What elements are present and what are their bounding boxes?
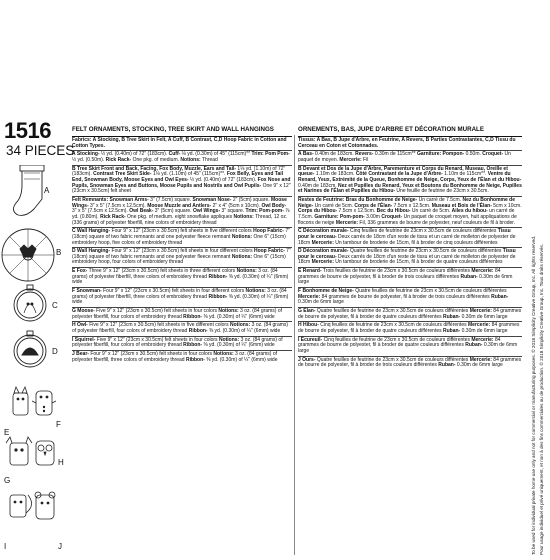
stocking-illustration [13, 165, 44, 215]
fr-entry-text: 84 grammes de bourre de polyester, fil à broder de trois couleurs différentes [298, 268, 501, 280]
en-entry-text: 3" (7.5cm) square. [148, 196, 193, 203]
fr-entry-label: Bec du Hibou- [376, 208, 411, 215]
fr-entry-label: B Devant et Dos de la Jupe d'Arbre, Parementure et Corps du Renard, Museau, Oreille et queue- [298, 165, 508, 178]
en-entry-text: 3 oz. (84 grams) of polyester fiberfill, four colors of embroidery thread [72, 308, 283, 320]
fr-entry [298, 196, 522, 227]
en-entry-text: One 9" x 12" (23cm x 30.5cm) felt sheet [72, 182, 291, 195]
fr-entry-label: Corps du Hibou- [298, 208, 338, 215]
heading-french: ORNEMENTS, BAS, JUPE D'ARBRE ET DÉCORATION MURALE [298, 126, 484, 133]
fr-entry-label: C Décoration murale- [298, 228, 349, 235]
en-entry-text: 3" x 5" (7.5cm x 12.5cm). [72, 208, 130, 215]
thumb-label-e: E [4, 428, 10, 437]
fr-entry-text: 84 grammes de bourre de polyester, fil à broder de quatre couleurs différentes [298, 308, 522, 320]
pattern-number: 1516 [4, 118, 51, 143]
fr-entry-label: Restes de Feutrine: Bras du Bonhomme de Neige- [298, 196, 418, 203]
en-entry-text: 3" x 5" (7.5cm x 12.5cm). [88, 202, 148, 209]
en-entry-label: J Bear- [72, 351, 89, 357]
fr-entry-text: 5cm x 10cm. [491, 202, 522, 209]
fr-entry-text: 84 grammes de bourre de polyester, fil à broder de trois couleurs différentes [298, 356, 522, 369]
owl-ornament-illustration [36, 441, 54, 465]
fr-entry-text: 0.50m. [464, 151, 483, 158]
fr-entry-label: Mercerie: [468, 322, 491, 329]
en-entry-label: G Moose- [72, 308, 95, 315]
fr-entry [298, 267, 522, 287]
fr-entry [298, 150, 522, 164]
fr-entry-label: Mercerie: [471, 336, 494, 343]
fr-entry-label: G Élan- [298, 308, 316, 315]
en-entry-text: 3 oz. (84 grams) of polyester fiberfill, four colors of embroidery thread [72, 322, 289, 335]
fr-entry [298, 287, 522, 307]
fr-entry-text: Un paquet de moyen. [298, 151, 511, 163]
en-entry-label: Snowman Nose- [192, 196, 232, 203]
moose-ornament-illustration [6, 437, 32, 465]
en-entry-label: B Tree Skirt Front and Back, Facing, Fox Body, Muzzle, Ears and Tail- [72, 165, 237, 172]
fr-entry-text: 0.30m de 6mm large [460, 313, 508, 320]
en-entry-text: Three 9" x 12" (23cm x 30.5cm) felt sheets in three different colors [87, 268, 237, 275]
en-entry-label: Notions: [218, 308, 239, 315]
en-entry-label: Ribbon- [188, 328, 208, 335]
fr-entry-text: Quatre feuilles de feutrine de 23cm x 30.5cm de couleurs différentes [348, 248, 503, 255]
en-entry-label: C Wall Hanging- [72, 228, 111, 235]
fr-entry [298, 247, 522, 267]
fr-entry-label: Côté Contrastant de la Jupe d'Arbre- [355, 171, 443, 178]
fr-entry-label: Croquet- [482, 151, 504, 158]
en-entry-text: Four 9" x 12" (23cm x 30.5cm) felt sheets in four different colors [101, 288, 246, 295]
thumb-label-f: F [56, 420, 61, 429]
fr-entry-text: 84 grammes de bourre de polyester, fil à broder de trois couleurs différentes [320, 293, 492, 300]
fr-entry-label: Ruban- [491, 293, 509, 300]
fr-entry-label: Mercerie: [311, 259, 334, 266]
fr-entry-text: Quatre feuilles de feutrine de 23cm x 30.5cm de couleurs différentes [315, 308, 470, 315]
en-entry [72, 350, 292, 364]
en-entry-label: Fabrics: A Stocking, B Tree Skirt in Felt, A Cuff, B Contrast, C,D Hoop Fabric in Cotton and Cotton Types. [72, 137, 287, 149]
materials-french [298, 136, 522, 370]
fr-entry-text: 0.40m de 183cm. [313, 151, 356, 158]
fr-entry-text: Un paquet de croquet moyen, huit appliquations de flocons de neige [298, 213, 517, 226]
en-entry-label: A Stocking- [72, 151, 100, 158]
en-entry-label: Hoop Fabric- [253, 228, 284, 235]
fr-entry-label: Mercerie: [471, 268, 494, 275]
en-entry-label: Rick Rack- [105, 156, 132, 163]
en-entry-label: Notions: [245, 288, 266, 295]
hoop-c-illustration [14, 285, 46, 321]
en-entry-label: H Owl- [72, 322, 88, 329]
en-entry [72, 136, 292, 150]
en-entry-label: Contrast Tree Skirt Side- [93, 171, 152, 178]
en-entry-label: Notions: [231, 253, 253, 260]
fr-entry-label: Museau et Bois de l'Élan- [431, 202, 492, 209]
en-entry-text: One 6" (15cm) embroidery hoop, five colors of embroidery thread [72, 233, 286, 246]
en-entry-label: F Snowman- [72, 288, 102, 295]
fr-entry-text: Trois feuilles de feutrine de 23cm x 30.5cm de couleurs différentes [321, 268, 472, 275]
en-entry [72, 150, 292, 164]
materials-english [72, 136, 292, 364]
pieces-count: 34 PIECES [6, 143, 75, 158]
squirrel-ornament-illustration [10, 495, 32, 517]
en-entry-label: Ribbon- [185, 356, 205, 363]
en-entry [72, 165, 292, 196]
fr-entry-text: 1.10m de 115cm**. [442, 171, 488, 178]
hoop-d-illustration [14, 331, 46, 367]
fr-entry-text: 1.10m de 183cm. [314, 171, 356, 178]
fr-entry-label: Ventre du Renard, Yeux, Extrémité de la Queue, Bonhomme de Neige, Corps, Yeux de l'Élan et du Hibou- [298, 171, 522, 183]
en-entry-text: ⅜ yd. (0.30m) of ¼" (6mm) wide [72, 273, 289, 286]
fr-entry-label: Corps de l'Élan- [354, 202, 393, 209]
fr-entry-label: Garniture: Pompon- [416, 151, 465, 158]
fr-entry-label: J Ours- [298, 356, 316, 363]
en-entry [72, 227, 292, 247]
en-entry-text: ½ yd. (0.40m) of 72" (183cm). [188, 176, 258, 183]
en-entry-text: Five 9" x 12" (23cm x 30.5cm) felt sheets in five different colors [87, 322, 230, 329]
fr-entry-text: Cinq feuilles de feutrine de 23cm x 30.5cm de couleurs différentes [348, 228, 498, 235]
fr-entry-text: Un carré de 5cm. [313, 202, 355, 209]
vertical-copyright-notes [525, 170, 549, 555]
en-entry [72, 307, 292, 321]
en-entry-text: 3 oz. (84 grams) of polyester fiberfill, four colors of embroidery thread [72, 336, 283, 349]
fr-entry-label: Croquet- [381, 213, 403, 220]
en-entry [72, 287, 292, 307]
en-entry-text: 2" (5cm) square. [231, 196, 272, 203]
en-entry-text: 2" x 4" (5cm x 10cm). [211, 202, 262, 209]
thumb-label-a: A [44, 186, 50, 195]
fr-entry-text: Un tambour de broderie de 15cm, fil à broder de quatre couleurs différentes [333, 259, 503, 266]
fr-entry-label: Ruban- [443, 313, 461, 320]
en-entry-text: 1⅛ yd. (1.10m) of 45" (115cm)**. [151, 171, 227, 178]
fr-entry-label: A Bas- [298, 151, 314, 158]
fr-entry-label: Tissu pour le cerceau- [298, 248, 516, 260]
en-entry-label: Trim: Pom-pom- [245, 208, 284, 215]
fr-entry [298, 321, 522, 335]
en-entry-label: I Squirrel- [72, 336, 96, 343]
thumb-label-b: B [56, 248, 62, 257]
en-entry-text: ⅜ yd. (0.30m) of ¼" (6mm) wide [202, 313, 275, 320]
fr-entry-label: Ruban- [465, 342, 483, 349]
fr-entry [298, 356, 522, 370]
fox-ornament-illustration [13, 387, 28, 415]
en-entry [72, 247, 292, 267]
view-thumbnails [0, 165, 68, 555]
en-entry-text: Thread, 12 oz. (336 grams) of polyester fiberfill, nine colors of embroidery thread [72, 213, 288, 226]
en-entry-label: Ribbon- [183, 342, 203, 349]
en-entry-label: Fox Nose and Pupils, Snowman Eyes and Buttons, Moose Pupils and Nostrils and Owl Pupils- [72, 176, 291, 189]
copyright-english: To be used for individual private home use only and not for commercial or manufacturing purposes. © 2018 Simplicity Creative Group, Inc. All rights reserved. [531, 235, 536, 555]
en-entry-text: One pkg. of medium. [131, 156, 181, 163]
fr-entry-text: 0.30m de 115cm** [373, 151, 417, 158]
fr-entry-text: 0.30m de 6mm large [298, 342, 518, 354]
en-entry-text: One 6" (15cm) embroidery hoop, four colors of embroidery thread [72, 253, 286, 266]
fr-entry-text: Cinq feuilles de feutrine de 23cm x 30.5cm de couleurs différentes [322, 336, 472, 343]
fr-entry-label: Ruban- [438, 362, 456, 369]
en-entry-label: D Wall Hanging- [72, 248, 111, 255]
en-entry-text: 3 oz. (84 grams) of polyester fiberfill, three colors of embroidery thread [72, 351, 278, 363]
fr-entry-label: E Renard- [298, 268, 322, 275]
fr-entry-text: Un carré de 5cm. [410, 208, 452, 215]
en-entry-text: 3 oz. (84 grams) of polyester fiberfill, three colors of embroidery thread [72, 268, 278, 280]
fr-entry-label: Mercerie: [469, 356, 492, 363]
thumb-label-c: C [52, 301, 58, 310]
fr-entry-label: I Écureuil- [298, 336, 323, 343]
en-entry-label: Notions: [229, 322, 251, 329]
en-entry [72, 267, 292, 287]
fr-entry [298, 136, 522, 150]
fr-entry-label: Ruban- [443, 328, 461, 335]
en-entry-text: ⅜ yd. (0.30m) of ¼" (6mm) wide [204, 356, 278, 363]
en-entry-text: ½ yd. (0.50m). [72, 156, 106, 163]
thumb-label-i: I [4, 542, 7, 551]
en-entry-label: Notions: [236, 268, 257, 275]
fr-entry-label: D Décoration murale- [298, 248, 349, 255]
en-entry [72, 196, 292, 227]
fr-entry-text: Quatre feuilles de feutrine de 23cm x 30.5cm de couleurs différentes [353, 288, 507, 295]
en-entry-text: Four 9" x 12" (23cm x 30.5cm) felt sheets in four colors [88, 351, 214, 357]
fr-entry-text: 84 grammes de bourre de polyester, fil à broder de quatre couleurs différentes [298, 322, 520, 335]
fr-entry-text: un carré de 7.5cm. [298, 208, 515, 220]
fr-entry-label: H Hibou- [298, 322, 319, 329]
fr-entry-label: Revers- [355, 151, 374, 158]
en-entry-text: 3" (5cm) square. [153, 208, 193, 215]
fr-entry-label: Mercerie: [298, 293, 321, 300]
fr-entry [298, 165, 522, 196]
en-entry-label: Trim: Pom Pom- [251, 151, 290, 158]
fr-entry-text: 0.30m de 6mm large [298, 273, 513, 286]
fr-entry-label: Garniture: Pom-pom- [314, 213, 365, 220]
en-entry-text: ⅜ yd. (0.30m) of ¼" (6mm) wide [72, 293, 289, 306]
en-entry-text: Four 9" x 12" (23cm x 30.5cm) felt sheets in four different colors [110, 248, 254, 255]
en-entry-label: Ribbon- [208, 273, 228, 280]
heading-english: FELT ORNAMENTS, STOCKING, TREE SKIRT AND WALL HANGINGS [72, 126, 274, 133]
fr-entry-label: Mercerie: [311, 239, 334, 246]
en-entry-text: ½ yd. (0.40m) of 72" (183cm). [99, 151, 169, 158]
fr-entry-label: Nez du Bonhomme de Neige- [298, 196, 516, 209]
thumb-label-g: G [4, 476, 11, 485]
fr-entry-text: 0.30m de 6mm large [460, 328, 508, 335]
en-entry-text: 1⅛ yd. (1.10m) of 72" (183cm). [72, 165, 286, 178]
fr-entry-label: Mercerie: [335, 219, 359, 226]
fr-entry-label: Ruban- [460, 273, 478, 280]
column-divider [294, 135, 295, 555]
fr-entry [298, 307, 522, 321]
en-entry-label: Hoop Fabric- [253, 248, 285, 255]
fr-entry-label: F Bonhomme de Neige- [298, 288, 354, 295]
fr-entry-text: Quatre feuilles de feutrine de 23cm x 30.5cm de couleurs différentes [315, 356, 470, 363]
snowman-ornament-illustration [32, 391, 56, 415]
fr-entry-label: Tissus: A Bas, B Jupe d'Arbre, en Feutrine, A Revers, B Parties Contrastantes, C,D Tissu du Cerceau en Coton et Cotonnades. [298, 137, 516, 149]
fr-entry-text: Deux carrés de 18cm d'un reste de tissu et un carré de molleton de polyester de 18cm [298, 253, 516, 266]
en-entry-label: Owl Body- [261, 202, 287, 209]
en-entry-label: Rick Rack- [100, 213, 126, 220]
thumb-label-h: H [58, 458, 64, 467]
en-entry-text: One pkg. of medium. eight snowflake appliques [125, 213, 234, 220]
fr-entry-text: 7.5cm x 12.5cm. [392, 202, 432, 209]
en-entry-text: Five 9" x 12" (23cm x 30.5cm) felt sheets in four colors [95, 336, 219, 343]
en-entry [72, 321, 292, 335]
fr-entry-text: 7.5cm x 12.5cm. [337, 208, 377, 215]
en-entry-text: ⅜ yd. (0.30m) of ¼" (6mm) wide [207, 328, 281, 335]
fr-entry-text: 0.30m de 6mm large [298, 299, 344, 306]
en-entry-text: ⅞ yd. (0.80m). [72, 208, 290, 220]
en-entry-label: Felt Remnants: Snowman Arms- [72, 196, 149, 203]
en-entry-label: E Fox- [72, 268, 88, 275]
en-entry-text: ⅛ yd. (0.30m) of 45" (115cm)** [180, 151, 252, 158]
en-entry-text: Five 9" x 12" (23cm x 30.5cm) felt sheets in four colors [94, 308, 219, 315]
fr-entry-text: Deux carrés de 18cm d'un reste de tissu et un carré de molleton de polyester de 18cm [298, 233, 516, 246]
fr-entry-label: Mercerie: [339, 156, 362, 163]
en-entry-label: Moose Muzzle and Antlers- [147, 202, 212, 209]
en-entry-text: 3" square. [220, 208, 246, 215]
en-entry-text: Four 9" x 12" (23cm x 30.5cm) felt sheets in five different colors [110, 228, 254, 235]
en-entry-label: Ribbon- [183, 313, 203, 320]
fr-entry-text: Un carré de 7.5cm. [417, 196, 463, 203]
fr-entry-text: Une feuille de feutrine de 23cm x 30.5cm. [395, 188, 489, 195]
en-entry-label: Moose Wings- [72, 196, 287, 209]
fr-entry-text: Un tambour de broderie de 15cm, fil à broder de cinq couleurs différentes [333, 239, 498, 246]
en-entry-text: 3 oz. (84 grams) of polyester fiberfill, three colors of embroidery thread [72, 288, 287, 300]
en-entry-text: 7" (18cm) square of two fabric remnants and one polyester fleece remnant [72, 228, 290, 240]
fr-entry-text: 0.30m de 6mm large [455, 362, 503, 369]
thumb-label-j: J [58, 542, 62, 551]
fr-entry-text: Fil [361, 156, 369, 163]
en-entry-label: Ribbon- [208, 293, 228, 300]
fr-entry-label: Nez et Pupilles du Renard, Yeux et Boutons du Bonhomme de Neige, Pupilles et Narines de l'Élan et Pupilles du Hibou- [298, 182, 522, 195]
en-entry-label: Notions: [180, 156, 201, 163]
en-entry-label: Owl Wings- [192, 208, 221, 215]
en-entry-label: Notions: [213, 351, 234, 357]
en-entry-label: Notions: [233, 213, 254, 220]
en-entry [72, 336, 292, 350]
fr-entry-label: Tissu pour le cerceau- [298, 228, 511, 240]
en-entry-label: Owl Beak- [129, 208, 154, 215]
fr-entry [298, 227, 522, 247]
fr-entry-text: 0.40m de 183cm. [298, 182, 339, 189]
en-entry-label: Cuff- [168, 151, 181, 158]
tree-skirt-illustration [2, 229, 54, 281]
en-entry-text: Thread [200, 156, 218, 163]
fr-entry-text: 3.00m [364, 213, 382, 220]
fr-entry-label: Mercerie: [469, 308, 492, 315]
en-entry-label: Notions: [231, 233, 253, 240]
en-entry-label: Fox Belly, Eyes and Tail End, Snowman Body, Moose Eyes and Owl Eyes- [72, 171, 284, 183]
fr-entry-text: Cinq feuilles de feutrine de 23cm x 30.5cm de couleurs différentes [318, 322, 468, 329]
copyright-french: Pour usage individuel et privé uniquement, et non à des fins commerciales ou de production. © 2018 Simplicity Creative Group, Inc. Tous droits réservés. [539, 244, 544, 555]
fr-entry-text: 84 grammes de bourre de polyester, fil à broder de quatre couleurs différentes [298, 336, 501, 349]
en-entry-text: ⅜ yd. (0.30m) of ¼" (6mm) wide [202, 342, 275, 349]
fr-entry-text: Fil, 336 grammes de bourre de polyester, neuf couleurs de fil à broder. [358, 219, 516, 226]
en-entry-label: Notions: [218, 336, 240, 343]
en-entry-text: 7" (18cm) square of two fabric remnants and one polyester fleece remnant [72, 248, 291, 260]
fr-entry-label: Ailes du hibou- [451, 208, 488, 215]
thumb-label-d: D [52, 347, 58, 356]
bear-ornament-illustration [35, 492, 55, 519]
fr-entry [298, 336, 522, 356]
